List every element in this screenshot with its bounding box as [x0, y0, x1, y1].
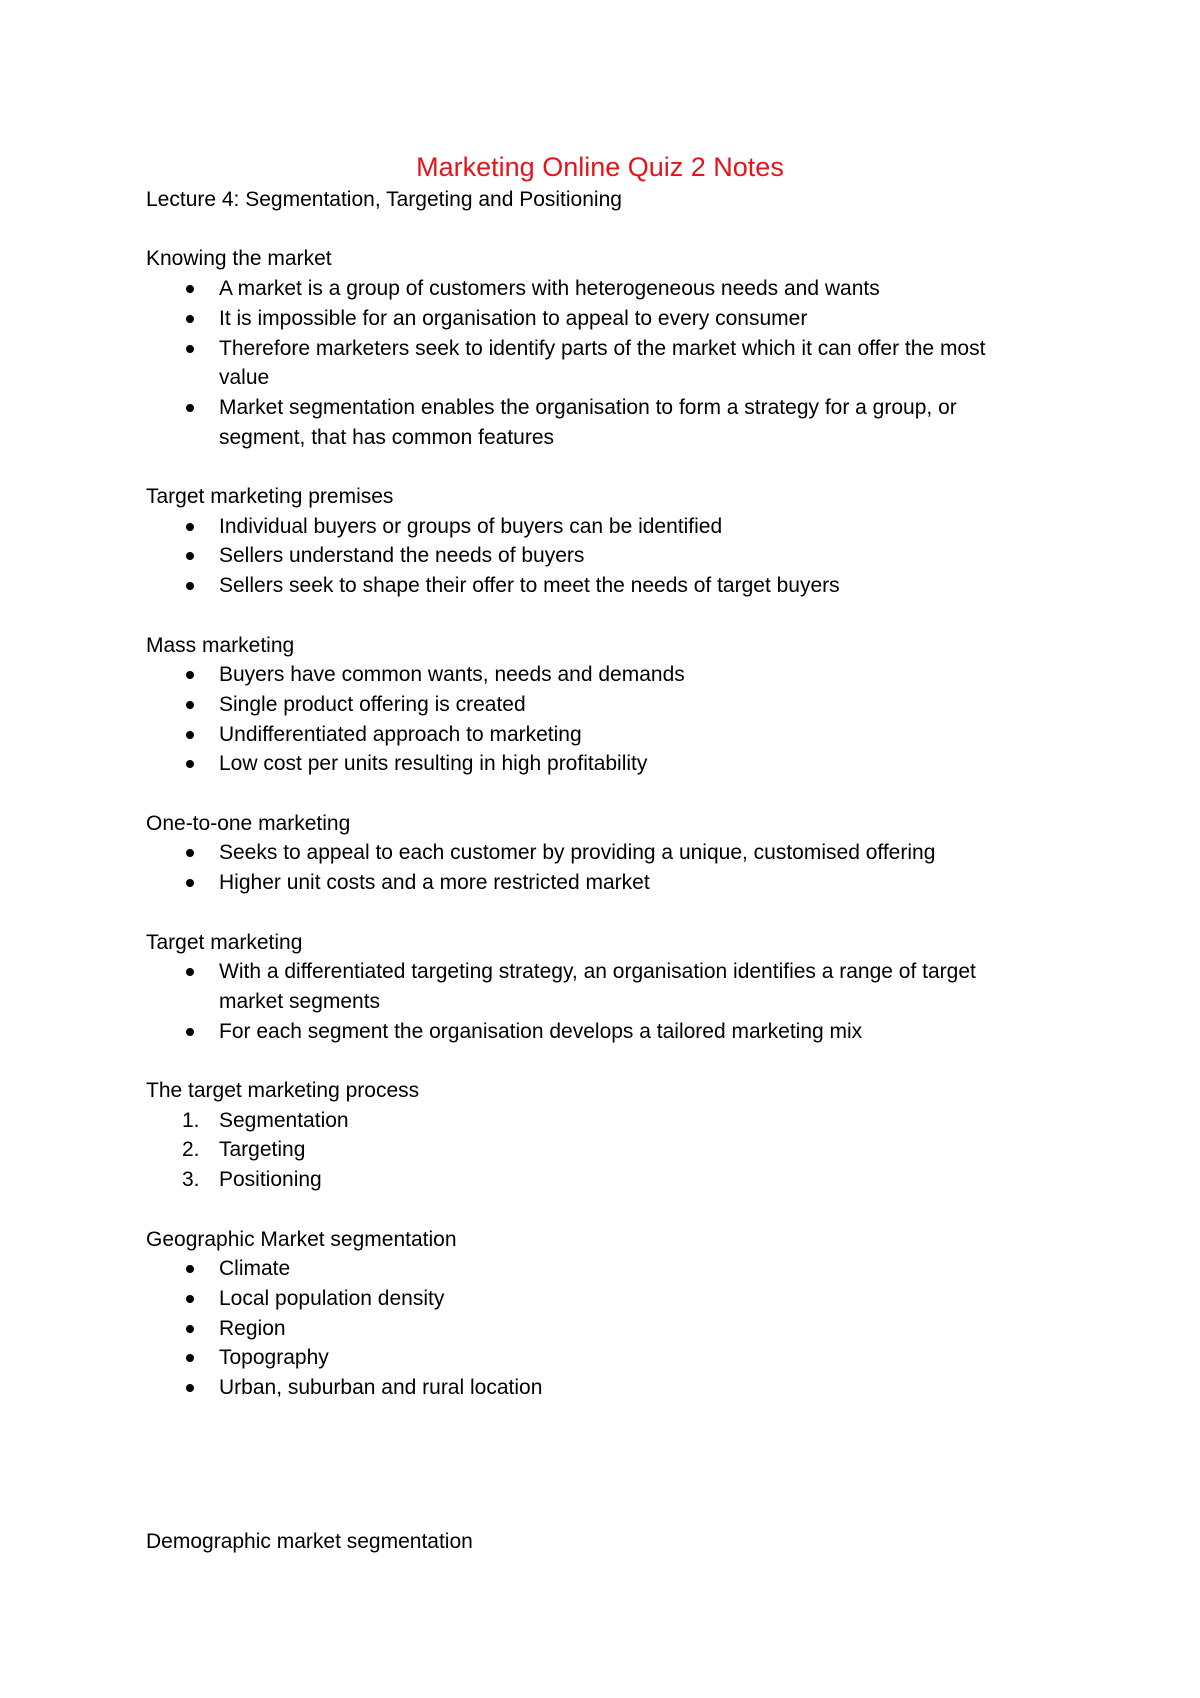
bullet-icon — [186, 849, 194, 857]
section-heading: Knowing the market — [146, 247, 332, 271]
list-item — [146, 868, 1066, 898]
bullet-icon — [186, 879, 194, 887]
list-item-text: Climate — [219, 1257, 291, 1281]
section-heading: Geographic Market segmentation — [146, 1227, 457, 1251]
list-item — [146, 1314, 1066, 1344]
list-item-text: Single product offering is created — [219, 692, 526, 716]
list-item-text: Region — [219, 1316, 286, 1340]
spacer — [146, 215, 1066, 245]
lecture-heading: Lecture 4: Segmentation, Targeting and Positioning — [146, 188, 622, 211]
section-heading: Target marketing — [146, 930, 303, 954]
list-item-text: Positioning — [219, 1168, 322, 1192]
section-heading: Target marketing premises — [146, 485, 394, 508]
list-item-text: It is impossible for an organisation to appeal to every consumer — [219, 306, 808, 330]
list-number: 1. — [182, 1108, 200, 1132]
bullet-list — [146, 957, 1066, 1046]
list-item — [146, 720, 1066, 750]
list-item-text: For each segment the organisation develops a tailored marketing mix — [219, 1019, 863, 1043]
list-item-text-continued: market segments — [219, 989, 381, 1013]
list-item — [146, 274, 1066, 304]
list-item — [146, 1017, 1066, 1047]
bullet-list — [146, 512, 1066, 601]
bullet-list — [146, 660, 1066, 779]
list-item — [146, 1106, 1066, 1136]
list-item — [146, 512, 1066, 542]
list-item-text: With a differentiated targeting strategy, an organisation identifies a range of target — [219, 960, 976, 984]
list-item-text: Therefore marketers seek to identify parts of the market which it can offer the most — [219, 336, 986, 360]
bullet-icon — [186, 582, 194, 590]
list-item — [146, 749, 1066, 779]
list-item — [146, 1284, 1066, 1314]
spacer — [146, 1195, 1066, 1225]
bullet-icon — [186, 731, 194, 739]
bullet-icon — [186, 404, 194, 412]
list-item-text: Individual buyers or groups of buyers can be identified — [219, 514, 723, 538]
list-item — [146, 541, 1066, 571]
list-item-text: Undifferentiated approach to marketing — [219, 722, 582, 746]
list-item — [146, 334, 1066, 393]
bullet-icon — [186, 671, 194, 679]
list-item-text: Buyers have common wants, needs and demands — [219, 663, 685, 687]
bullet-icon — [186, 523, 194, 531]
list-item-text-continued: value — [219, 366, 270, 390]
list-item-text: Seeks to appeal to each customer by providing a unique, customised offering — [219, 841, 936, 865]
list-item — [146, 1165, 1066, 1195]
list-item-text: Local population density — [219, 1286, 445, 1310]
bullet-icon — [186, 1384, 194, 1392]
bullet-icon — [186, 315, 194, 323]
list-item-text: Higher unit costs and a more restricted market — [219, 871, 650, 895]
bullet-icon — [186, 701, 194, 709]
list-item-text-continued: segment, that has common features — [219, 425, 555, 449]
spacer — [146, 779, 1066, 809]
list-item-text: Market segmentation enables the organisation to form a strategy for a group, or — [219, 395, 957, 419]
spacer — [146, 452, 1066, 482]
list-item-text: A market is a group of customers with heterogeneous needs and wants — [219, 277, 880, 301]
list-item — [146, 660, 1066, 690]
list-item-text: Targeting — [219, 1138, 306, 1162]
list-item-text: Topography — [219, 1346, 329, 1370]
list-item — [146, 690, 1066, 720]
list-item — [146, 838, 1066, 868]
list-number: 3. — [182, 1168, 200, 1192]
list-item — [146, 1373, 1066, 1403]
section-heading-demographic: Demographic market segmentation — [146, 1530, 473, 1553]
list-number: 2. — [182, 1138, 200, 1162]
document-body — [146, 185, 1066, 1403]
spacer — [146, 601, 1066, 631]
list-item — [146, 1135, 1066, 1165]
section-heading: One-to-one marketing — [146, 811, 351, 835]
bullet-icon — [186, 1295, 194, 1303]
list-item — [146, 1254, 1066, 1284]
bullet-icon — [186, 1265, 194, 1273]
spacer — [146, 1046, 1066, 1076]
page-title: Marketing Online Quiz 2 Notes — [416, 152, 784, 182]
bullet-list — [146, 838, 1066, 897]
bullet-list — [146, 274, 1066, 452]
bullet-icon — [186, 1354, 194, 1362]
list-item — [146, 304, 1066, 334]
list-item-text: Urban, suburban and rural location — [219, 1376, 543, 1400]
list-item — [146, 393, 1066, 452]
list-item — [146, 957, 1066, 1016]
list-item — [146, 1343, 1066, 1373]
list-item-text: Sellers seek to shape their offer to meet the needs of target buyers — [219, 574, 840, 598]
bullet-icon — [186, 1028, 194, 1036]
spacer — [146, 898, 1066, 928]
bullet-icon — [186, 968, 194, 976]
list-item-text: Low cost per units resulting in high profitability — [219, 752, 648, 776]
bullet-icon — [186, 345, 194, 353]
list-item-text: Sellers understand the needs of buyers — [219, 544, 585, 568]
bullet-list — [146, 1254, 1066, 1403]
section-heading: Mass marketing — [146, 633, 295, 657]
bullet-icon — [186, 552, 194, 560]
list-item-text: Segmentation — [219, 1108, 349, 1132]
bullet-icon — [186, 1325, 194, 1333]
bullet-icon — [186, 760, 194, 768]
section-heading: The target marketing process — [146, 1079, 420, 1102]
bullet-icon — [186, 285, 194, 293]
list-item — [146, 571, 1066, 601]
numbered-list — [146, 1106, 1066, 1195]
